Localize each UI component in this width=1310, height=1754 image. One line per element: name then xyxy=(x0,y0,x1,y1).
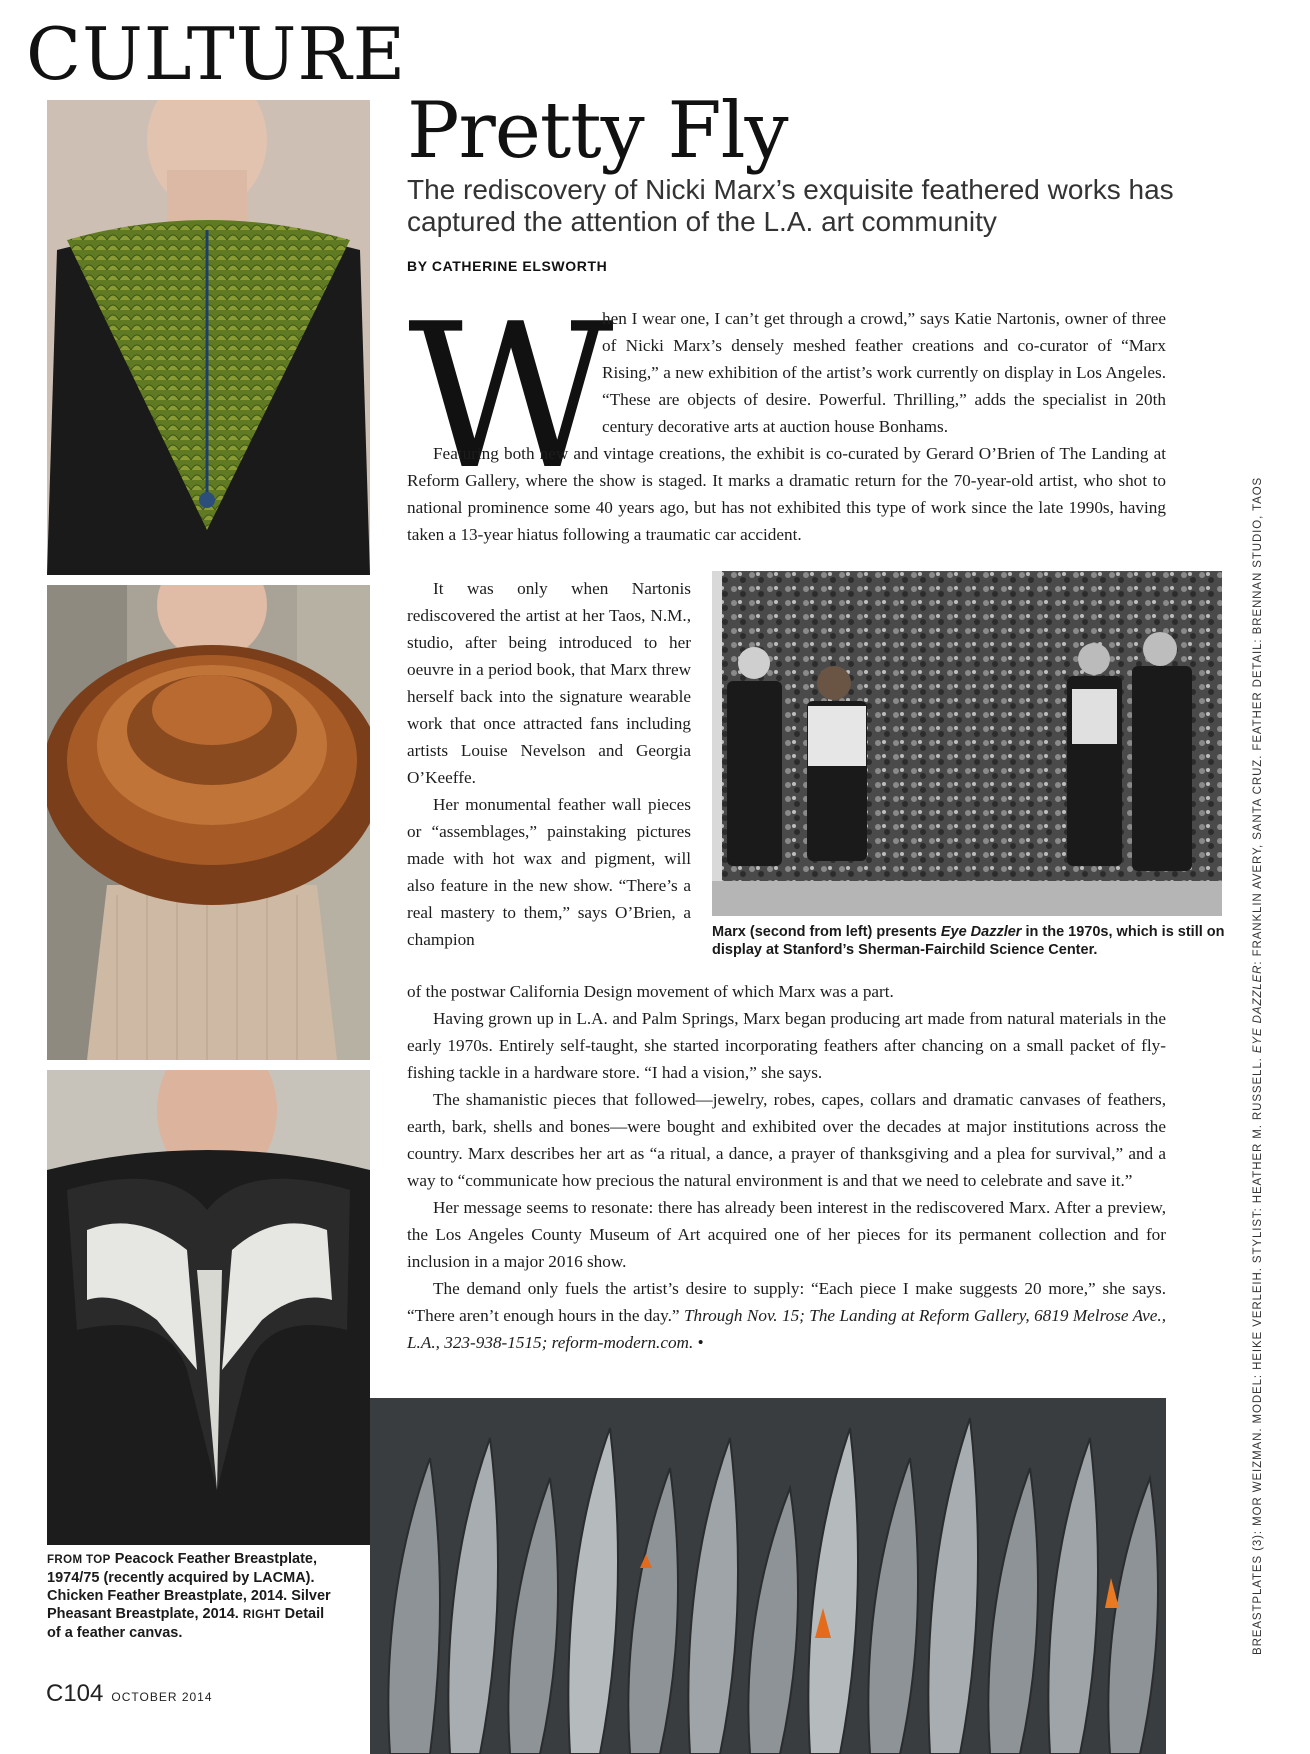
photo-caption-pre: Marx (second from left) presents xyxy=(712,924,937,940)
paragraph-6: The shamanistic pieces that followed—jewelry, robes, capes, collars and dramatic canvases of feathers, earth, bark, shells and bones—were bought and exhibited over the decades at major institutions across the country. Marx describes her art as “a ritual, a dance, a prayer of thanksgiving and a plea for survival,” and a way to “communicate how precious the natural environment is and that we need to celebrate and save it.” xyxy=(407,1090,1166,1190)
paragraph-5: Having grown up in L.A. and Palm Springs, Marx began producing art made from natural materials in the early 1970s. Entirely self-taught, she started incorporating feathers after chancing on a small packet of fly-fishing tackle in a hardware store. “I had a vision,” she says. xyxy=(407,1009,1166,1082)
end-mark: • xyxy=(697,1333,704,1352)
eye-dazzler-photo xyxy=(712,571,1222,916)
credits-italic: EYE DAZZLER xyxy=(1252,964,1264,1054)
section-header: CULTURE xyxy=(26,12,407,96)
article-body-top xyxy=(407,440,1166,548)
article-byline: BY CATHERINE ELSWORTH xyxy=(407,258,608,274)
caption-feather-canvas-text: Detail of a feather canvas. xyxy=(47,1606,325,1641)
eye-dazzler-caption xyxy=(712,923,1232,959)
pheasant-breastplate-photo xyxy=(47,1070,370,1545)
article-body-bottom xyxy=(407,978,1166,1356)
photo-caption-title: Eye Dazzler xyxy=(940,924,1022,940)
paragraph-1: hen I wear one, I can’t get through a crowd,” says Katie Nartonis, owner of three of Nicki Marx’s densely meshed feather creations and co-curator of “Marx Rising,” a new exhibition of the artist’s work currently on display in Los Angeles. “These are objects of desire. Powerful. Thrilling,” adds the specialist in 20th century decorative arts at auction house Bonhams. xyxy=(602,309,1166,436)
chicken-breastplate-photo xyxy=(47,585,370,1060)
article-body-narrow xyxy=(407,575,691,953)
article-dek: The rediscovery of Nicki Marx’s exquisite feathered works has captured the attention of the L.A. art community xyxy=(407,174,1174,237)
peacock-breastplate-photo xyxy=(47,100,370,575)
caption-label-from-top: FROM TOP xyxy=(47,1554,111,1566)
closing-info: Through Nov. 15; The Landing at Reform Gallery, 6819 Melrose Ave., L.A., 323-938-1515; reform-modern.com. xyxy=(407,1306,1167,1352)
drop-cap: W xyxy=(408,281,614,514)
feather-canvas-photo xyxy=(370,1398,1166,1754)
paragraph-4-continued: of the postwar California Design movement of which Marx was a part. xyxy=(407,982,894,1001)
paragraph-3: It was only when Nartonis rediscovered the artist at her Taos, N.M., studio, after being introduced to her oeuvre in a period book, that Marx threw herself back into the signature wearable work that once attracted fans including artists Louise Nevelson and Georgia O’Keeffe. xyxy=(407,579,691,787)
article-intro xyxy=(602,305,1166,440)
folio xyxy=(46,1680,213,1708)
photo-caption-post: in the 1970s, which is still on display at Stanford’s Sherman-Fairchild Science Center. xyxy=(712,924,1225,958)
breastplates-caption xyxy=(47,1550,337,1642)
caption-label-right: RIGHT xyxy=(242,1609,281,1621)
paragraph-8-text: The demand only fuels the artist’s desire to supply: “Each piece I make suggests 20 more,” she says. “There aren’t enough hours in the day.” xyxy=(407,1279,1166,1325)
photo-credits xyxy=(1252,477,1264,1655)
paragraph-7: Her message seems to resonate: there has already been interest in the rediscovered Marx. After a preview, the Los Angeles County Museum of Art acquired one of her pieces for its permanent collection and for inclusion in a major 2016 show. xyxy=(407,1198,1166,1271)
caption-breastplates-text: Peacock Feather Breastplate, 1974/75 (recently acquired by LACMA). Chicken Feather Breastplate, 2014. Silver Pheasant Breastplate, 2014. xyxy=(47,1551,331,1622)
credits-pre: BREASTPLATES (3): MOR WEIZMAN. MODEL: HEIKE VERLEIH. STYLIST: HEATHER M. RUSSELL. xyxy=(1252,1057,1264,1655)
article-headline: Pretty Fly xyxy=(407,86,788,176)
paragraph-8 xyxy=(407,1275,1166,1356)
page-number: C104 xyxy=(46,1680,104,1707)
paragraph-2: Featuring both new and vintage creations, the exhibit is co-curated by Gerard O’Brien of The Landing at Reform Gallery, where the show is staged. It marks a dramatic return for the 70-year-old artist, who shot to national prominence some 40 years ago, but has not exhibited this type of work since the late 1990s, having taken a 13-year hiatus following a traumatic car accident. xyxy=(407,444,1166,544)
issue-date: OCTOBER 2014 xyxy=(111,1690,213,1704)
credits-post: : FRANKLIN AVERY, SANTA CRUZ. FEATHER DETAIL: BRENNAN STUDIO, TAOS xyxy=(1252,476,1264,965)
paragraph-4: Her monumental feather wall pieces or “assemblages,” painstaking pictures made with hot wax and pigment, will also feature in the new show. “There’s a real mastery to them,” says O’Brien, a champion xyxy=(407,795,691,949)
